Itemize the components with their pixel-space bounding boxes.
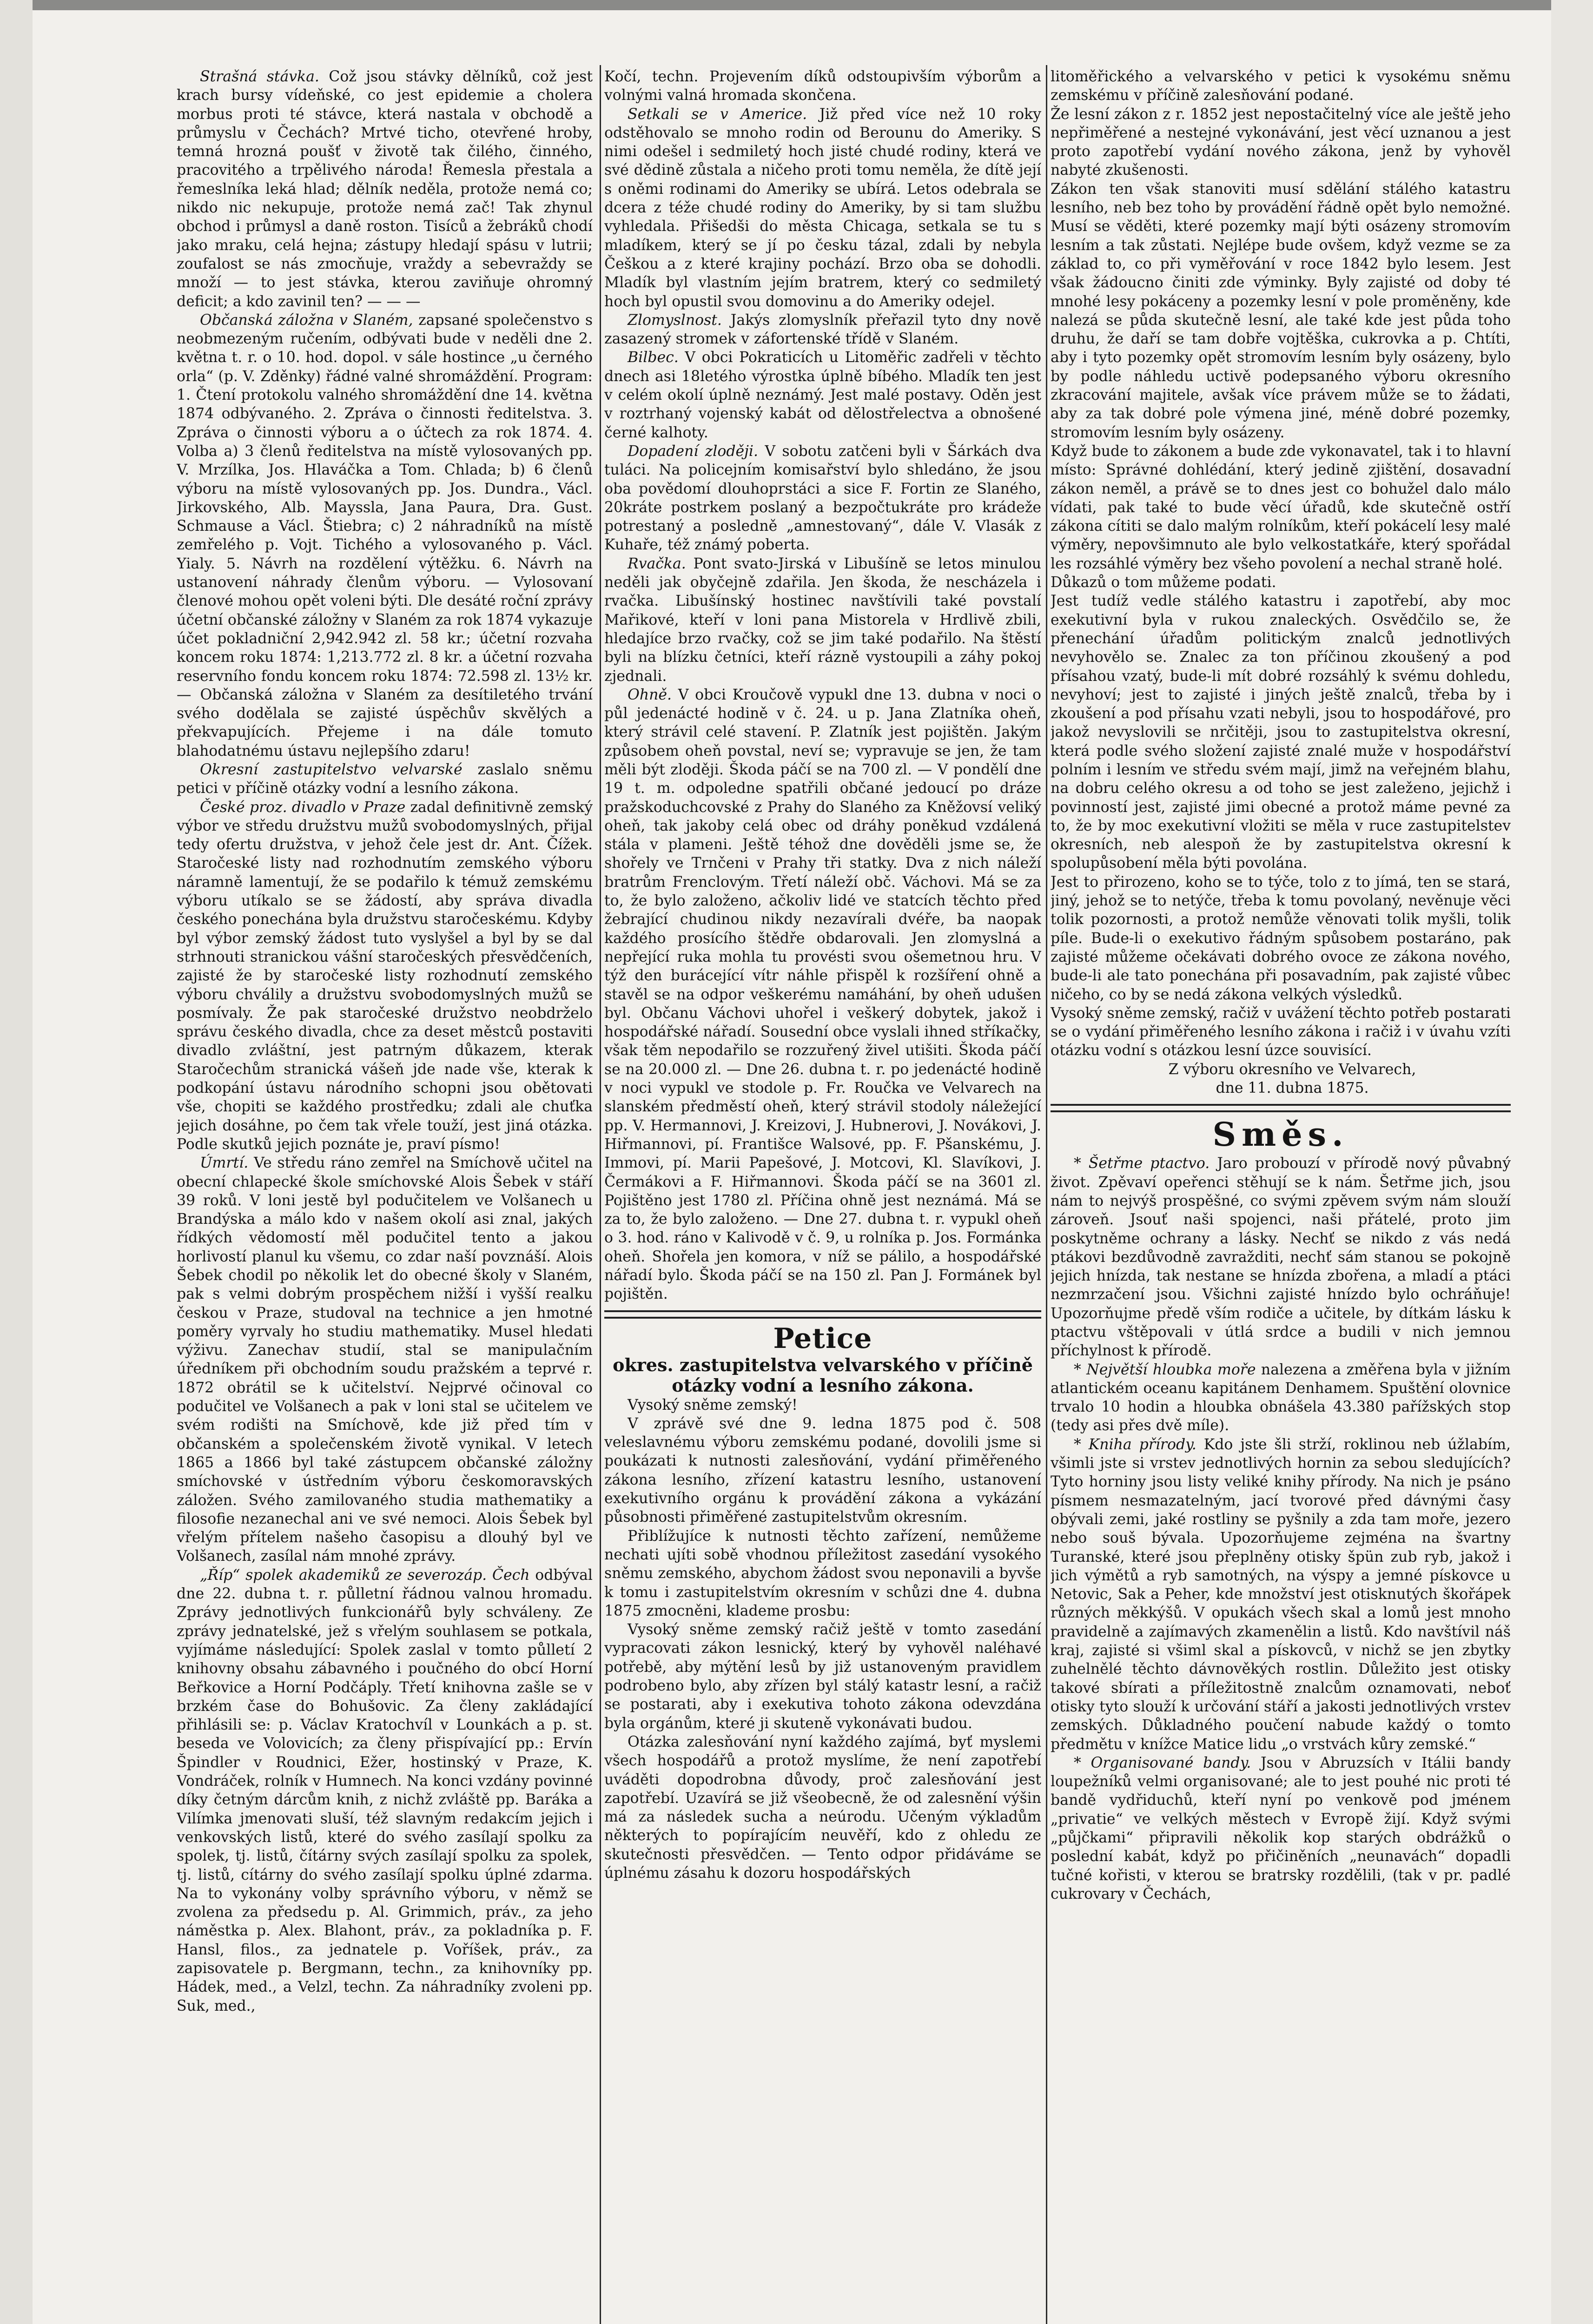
col2-article [604,105,1041,311]
article-heading: České proz. divadlo v Praze [200,799,406,816]
petice-paragraph: Vysoký sněme zemský! [628,1396,798,1413]
smes-article [1051,1360,1511,1435]
col2-article [604,686,1041,1304]
article-text: Jakýs zlomyslník přeřazil tyto dny nově zasazený stromek v záfortenské třídě v Slaném. [604,311,1041,348]
article-text: nalezena a změřena byla v jižním atlantickém oceanu kapitánem Denhamem. Spuštění olovnice trvalo 10 hodin a hloubka obnášela 43.380 pařížských stop (tedy asi přes dvě míle). [1051,1361,1511,1434]
article-heading: * Největší hloubka moře [1074,1361,1256,1378]
petice-paragraph: Přiblížujíce k nutnosti těchto zařízení, nemůžeme nechati ujíti sobě vhodnou příležitost zasedání vysokého sněmu zemského, abychom žádost svou neponavili a byvše k tomu i zastupitelstvím okresním v schůzi dne 4. dubna 1875 zmocněni, klademe prosbu: [604,1527,1041,1619]
article-heading: Okresní zastupitelstvo velvarské [200,761,463,778]
article-heading: Úmrtí. [200,1155,249,1172]
scan-top-edge [0,0,1593,10]
section-divider [604,1310,1041,1319]
article-text: Když bude to zákonem a bude zde vykonavatel, tak i to hlavní místo: Správné dohlédání, který jedině zjištění, dosavadní zákon neměl, a právě se to dnes jest co bohužel dalo málo vídati, pak také to bude věcí úřadů, kde skutečně ostří zákona cítiti se dalo malým rolníkům, kteří pokácelí lesy malé výměry, nepovšimnuto ale bylo velkostatkáře, který spořádal les rozsáhlé výměry bez všeho povolení a nechal straně holé. [1051,442,1511,572]
col1-article [177,760,593,798]
col1-article [177,798,593,1154]
col3-article [1051,442,1511,573]
article-text: Ve středu ráno zemřel na Smíchově učitel na obecní chlapecké škole smíchovské Alois Šebek v stáří 39 roků. V loni jestě byl podučitelem ve Volšanech u Brandýska a málo kdo v našem okolí asi znal, jakých řídkých vědomostí měl podučitel tento a jakou horlivostí planul ku všemu, co zdar naší povznáší. Alois Šebek chodil po několik let do obecné školy v Slaném, pak s velmi dobrým prospěchem nižší i vyšší realku českou v Praze, studoval na technice a jen hmotné poměry vyrvaly ho studiu mathematiky. Musel hledati výživu. Zanechav studií, stal se manipulačním úředníkem při obchodním soudu pražském a teprvé r. 1872 obrátil se k učitelství. Nejprvé očinoval co podučitel ve Volšanech a pak v loni stal se učitelem ve svém rodišti na Smíchově, kde již před tím v občanském a společenském životě vynikal. V letech 1865 a 1866 byl také zástupcem občanské záložny smíchovské v ústředním výboru českomoravských záložen. Svého zamilovaného studia mathematiky a filosofie nezanechal ani ve své nemoci. Alois Šebek byl vřelým přítelem našeho časopisu a dlouhý byl ve Volšanech, zasílal nám mnohé zprávy. [177,1155,593,1565]
article-text: Jest tudíž vedle stálého katastru i zapotřebí, aby moc exekutivní byla v rukou znaleckých. Osvědčilo se, že přenechání úřadům politickým znalců jednotlivých nevyhovělo se. Znalec za ton příčinou zkoušený a pod přísahou vzatý, bude-li mít dobré rozsáhlý k svému dohledu, nevyhoví; jest to zajisté i jiných ještě znalců, třeba by i zkoušení a pod přísahu vzati nebyli, jsou to hospodářové, pro jakož nevyslovili se nrčitěji, jsou to zastupitelstva okresní, která podle svého složení zajisté znalé muže v hospodářství polním i lesním ve středu svém mají, jimž na veřejném blahu, na dobru celého okresu a od toho se jest zaleženo, jejichž i povinností jest, zajisté jimi obecné a protož máme pevné za to, že by moc exekutivní vložiti se měla v ruce zastupitelstev okresních, neb alespoň že by zastupitelstva okresní k spolupůsobení měla býti povolána. [1051,593,1511,872]
col2-article [604,311,1041,349]
col1-article [177,1154,593,1566]
article-text: Jsou v Abruzsích v Itálii bandy loupežníků velmi organisované; ale to jest pouhé nic proti té bandě vydřiduchů, kteří nyní po venkově pod jménem „privatie“ ve velkých městech v Evropě žijí. Když svými „půjčkami“ připravili několik kop starých obdrážků o poslední kabát, když po přičiněních „neunavách“ dopadli tučné kořisti, v kterou se bratrsky rozdělili, (tak v pr. padlé cukrovary v Čechách, [1051,1754,1511,1902]
col1-article [177,1566,593,2015]
column-rule [600,65,601,2324]
col3-article [1051,67,1511,105]
smes-article [1051,1754,1511,1903]
petice-paragraph: Vysoký sněme zemský račiž ještě v tomto zasedání vypracovati zákon lesnický, který by vyhověl naléhavé potřebě, aby mýtění lesů by již ustanoveným pravidlem podrobeno bylo, aby zřízen byl stálý katastr lesní, a račiž se postarati, aby i exekutiva tohoto zákona odevzdána byla orgánům, které ji skuteně vykonávati budou. [604,1621,1041,1732]
column-3 [1051,67,1511,2324]
article-text: odbýval dne 22. dubna t. r. půlletní řádnou valnou hromadu. Zprávy jednotlivých funkcionářů byly schváleny. Ze zprávy jednatelské, jež s vřelým souhlasem se potkala, vyjímáme následující: Spolek zaslal v tomto půlletí 2 knihovny obsahu zábavného i poučného do obcí Horní Beřkovice a Horní Podčáply. Třetí knihovna zašle se v brzkém čase do Bohušovic. Za členy zakládající přihlásili se: p. Václav Kratochvíl v Lounkách a p. st. beseda ve Volovicích; za členy přispívající pp.: Ervín Špindler v Roudnici, Ežer, hostinský v Praze, K. Vondráček, rolník v Humnech. Na konci vzdány povinné díky četným dárcům knih, z nichž zvláště pp. Baráka a Vilímka jmenovati sluší, též slavným redakcím jejich i venkovských listů, které do svého zasílají spolku za spolek, tj. listů, čítárny svých zasílají spolku za spolek, tj. listů, cítárny do svého zasílají spolku úplné zdarma. Na to vykonány volby správního výboru, v němž se zvolena za předsedu p. Al. Grimmich, práv., za jeho náměstka p. Alex. Blahont, práv., za pokladníka p. F. Hansl, filos., za jednatele p. Voříšek, práv., za zapisovatele p. Bergmann, techn., za knihovníky pp. Hádek, med., a Velzl, techn. Za náhradníky zvoleni pp. Suk, med., [177,1566,593,2014]
article-text: zadal definitivně zemský výbor ve středu družstvu mužů svobodomyslných, přijal tedy ofertu družstva, v jehož čele jest dr. Ant. Čížek. Staročeské listy nad rozhodnutím zemského výboru náramně lamentují, že se podařilo k témuž zemskému výboru utíkalo se se žádostí, aby správa divadla českého ponechána byla družstvu staročeskému. Kdyby byl výbor zemský žádost tuto vyslyšel a byl by se dal strhnouti stranickou vášní staročeských přesvědčeních, zajisté že by staročeské listy rozhodnutí zemského výboru chválily a družstvu svobodomyslných mužů se posmívaly. Že pak staročeské družstvo neobdrželo správu českého divadla, chce za deset městců postaviti divadlo zvláštní, jest patrným důkazem, kterak Staročechům stranická vášeň jde nade vše, kterak k podkopání ústavu národního schopni jsou obětovati vše, chopiti se každého prostředku; zdali ale chuťka jejich dosáhne, po čem tak vřele touží, jest jiná otázka. Podle skutků jejich poznáte je, praví písmo! [177,799,593,1153]
smes-article [1051,1435,1511,1754]
article-heading: Dopadení zloději. [628,442,758,460]
article-text: V obci Kroučově vypukl dne 13. dubna v noci o půl jedenácté hodině v č. 24. u p. Jana Zlatníka oheň, který strávil celé stavení. P. Zlatník jest pojištěn. Jakým způsobem oheň povstal, neví se; vypravuje se jen, že tam měli být zloději. Škoda páčí se na 700 zl. — V pondělí dne 19 t. m. odpoledne spatřili občané jedoucí po dráze pražskoduchcovské z Prahy do Slaného za Kněžovsí veliký oheň, tak jakoby celá obec od dráhy poněkud vzdálená stála v plameni. Ještě téhož dne dověděli jsme se, že shořely ve Trnčeni v Prahy tři statky. Dva z nich náleží bratrům Frenclovým. Třetí náleží obč. Váchovi. Má se za to, že bylo založeno, ačkoliv lidé ve statcích těchto před žebrající chudinou nikdy nezavírali dvéře, ba naopak každého prosícího štědře obdarovali. Jen zlomyslná a nepřející ruka mohla tu provésti svou ošemetnou hru. V týž den burácející vítr náhle přispěl k rozšíření ohně a stavěl se na odpor veškerému namáhání, by oheň udušen byl. Občanu Váchovi uhořel i veškerý dobytek, jakož i hospodářské nářadí. Sousední obce vyslali ihned stříkačky, však těm nepodařilo se rozzuřený živel utišiti. Škoda páčí se na 20.000 zl. — Dne 26. dubna t. r. po jedenácté hodině v noci vypukl ve stodole p. Fr. Roučka ve Velvarech na slanském předměstí oheň, který strávil stodoly náležející pp. V. Hermannovi, J. Kreizovi, J. Hubnerovi, J. Novákovi, J. Hiřmannovi, pí. Františce Walsové, pp. F. Pšanskému, J. Immovi, pí. Marii Papešové, J. Motcovi, Kl. Slavíkovi, J. Čermákovi a F. Hiřmannovi. Škoda páčí se na 3601 zl. Pojištěno jest 1780 zl. Příčina ohně jest neznámá. Má se za to, že bylo založeno. — Dne 27. dubna t. r. vypukl oheň o 3. hod. ráno v Kalivodě v č. 9, u rolníka p. Jos. Formánka oheň. Shořela jen komora, v níž se pálilo, a hospodářské nářadí bylo. Škoda páčí se na 150 zl. Pan J. Formánek byl pojištěn. [604,686,1041,1303]
signature-line-2: dne 11. dubna 1875. [1216,1080,1369,1097]
col1-article [177,311,593,760]
article-heading: Občanská záložna v Slaném, [200,311,413,329]
article-text: Důkazů o tom můžeme podati. [1051,574,1276,591]
col2-article [604,555,1041,686]
article-text: Kočí, techn. Projevením díků odstoupivším výborům a volnými valná hromada skončena. [604,68,1041,104]
article-text: Jaro probouzí v přírodě nový půvabný život. Zpěvaví opeřenci stěhují se k nám. Šetřme jich, jsou nám to nejvýš prospěšné, co svými zpěvem svým nám slouží zároveň. Jsouť naši spojenci, naši přátelé, proto jim poskytněme ochrany a lásky. Nechť se nikdo z vás nedá ptákovi bezdůvodně zavražditi, nechť sám stanou se pokojně jejich hnízda, tak nestane se hnízda zbořena, a mladí a ptáci nezmrzačení jsou. Všichni zajisté hnízdo bylo ochráňuje! Upozorňujme předě vším rodiče a učitele, by dítkám lásku k ptactvu vštěpovali v útlá srdce a budili v nich jemnou příchylnost k přírodě. [1051,1155,1511,1360]
article-text: Což jsou stávky dělníků, což jest krach bursy vídeňské, co jest epidemie a cholera morbus proti té stávce, která nastala v obchodě a průmyslu v Čechách? Mrtvé ticho, otevřené hroby, temná hrozná poušť v životě tak čilého, činného, pracovitého a trpělivého národa! Řemesla přestala a řemeslníka leká hlad; dělník neděla, protože nemá co; nikdo nic nekupuje, protože nemá zač! Tak zhynul obchod i průmysl a daně roston. Tisíců a žebráků chodí jako mraku, celá hejna; zástupy hledají spásu v lutrii; zoufalost se nás zmocňuje, vraždy a sebevraždy se množí — to jest stávka, kterou zaviňuje ohromný deficit; a kdo zavinil ten? — — — [177,68,593,310]
article-text: litoměřického a velvarského v petici k vysokému sněmu zemskému v příčině zalesňování podané. [1051,68,1511,104]
article-heading: Bilbec. [628,349,679,366]
scan-right-margin [1551,0,1593,2324]
article-text: Jest to přirozeno, koho se to týče, tolo z to jímá, ten se stará, jiný, jehož se to netýče, třeba k tomu povolaný, nevěnuje věci tolik pozornosti, a protož nemůže věnovati tolik myšli, tolik píle. Bude-li o exekutivo řádným spůsobem postaráno, pak zajisté můžeme očekávati dobrého ovoce ze zákona nového, bude-li ale tato ponechána při posavadním, pak zajisté vůbec ničeho, co by se nedá zákona velkých výsledků. [1051,873,1511,1003]
column-rule [1046,65,1047,2324]
column-1 [177,67,593,2324]
article-text: Kdo jste šli strží, roklinou neb úžlabím, všimli jste si vrstev jednotlivých hornin za sebou sledujících? Tyto horniny jsou listy veliké knihy přírody. Na nich je psáno písmem nesmazatelným, jací tvorové před dávnými časy obývali zemi, jaké rostliny se pyšnily a zda tam moře, jezero nebo souš bývala. Upozorňujeme zejména na švartny Turanské, které jsou přeplněny otisky špün zub ryb, jakož i jich výmětů a ryb samotných, na výspy a jemné pískovce u Netovic, Sak a Peher, kde množství jest otisknutých škořápek různých měkkýšů. V opukách všech skal a lomů jest mnoho pravidelně a zajímavých zkamenělin a listů. Kdo navštívil náš kraj, zajisté si všiml skal a pískovců, v nichž se jen zbytky zuhelnělé těchto dávnověkých rostlin. Důležito jest otisky takové sbírati a příležitostně znalcům oznamovati, neboť otisky tyto slouží k určování stáří a jakosti jednotlivých vrstev zemských. Důkladného poučení nabude každý o tomto předmětu v knížce Matice lidu „o vrstvách kůry zemské.“ [1051,1436,1511,1753]
col3-article [1051,180,1511,442]
petice-paragraph: Otázka zalesňování nyní každého zajímá, byť myslemi všech hospodářů a protož myslíme, že není zapotřebí uváděti dopodrobna důvody, proč zalesňování jest zapotřebí. Uzavírá se již všeobecně, že od zalesnění výšin má za následek sucha a neúrodu. Učeným výkladům některých to popírajícím neuvěří, kdo z ohledu ze skutečnosti přesvědčen. — Tento odpor přidáváme se úplnému zásahu k dozoru hospodářských [604,1733,1041,1882]
col1-article [177,67,593,311]
col2-article [604,67,1041,105]
petice-subtitle: okres. zastupitelstva velvarského v příčině otázky vodní a lesního zákona. [613,1354,1033,1396]
col3-article [1051,873,1511,1004]
smes-article [1051,1154,1511,1360]
signature-line-1: Z výboru okresního ve Velvarech, [1168,1061,1416,1078]
col2-article [604,348,1041,442]
article-text: Že lesní zákon z r. 1852 jest nepostačitelný více ale ještě jeho nepřiměřené a nestejné vykonávání, jest věcí uznanou a jest proto zapotřebí vydání nového zákona, jenž by vyhověl nabyté zkušenosti. [1051,106,1511,179]
section-divider [1051,1104,1511,1112]
article-heading: Zlomyslnost. [628,311,722,329]
article-text: Již před více než 10 roky odstěhovalo se mnoho rodin od Berounu do Ameriky. S nimi odešel i sedmiletý hoch jisté chudé rodiny, která ve své dědině zůstala a ničeho proti tomu neměla, že dítě její s oněmi rodinami do Ameriky se ubírá. Letos odebrala se dcera z téže chudé rodiny do Ameriky, by si tam službu vyhledala. Přišedši do města Chicaga, setkala se tu s mladíkem, který se jí po česku tázal, zdali by nebyla Češkou a z které krajiny pochází. Brzo oba se dohodli. Mladík byl vlastním jejím bratrem, který co sedmiletý hoch byl opustil svou domovinu a do Ameriky odejel. [604,106,1041,310]
petice-paragraph: V zprávě své dne 9. ledna 1875 pod č. 508 veleslavnému výboru zemskému podané, dovolili jsme si poukázati k nutnosti zalesňování, vydání přiměřeného zákona lesního, zřízení katastru lesního, ustanovení exekutivního orgánu k provádění zákona a vykázání působnosti přiměřené zastupitelstvům okresním. [604,1415,1041,1526]
col3-article [1051,105,1511,180]
col3-article [1051,592,1511,872]
col2-article [604,442,1041,555]
col3-article [1051,1004,1511,1060]
col3-article [1051,573,1511,592]
column-2 [604,67,1041,2324]
smes-title: Směs. [1212,1115,1349,1154]
petice-title: Petice [773,1322,873,1355]
article-text: zapsané společenstvo s neobmezeným ručením, odbývati bude v neděli dne 2. května t. r. o 10. hod. dopol. v sále hostince „u černého orla“ (p. V. Zděnky) řádné valné shromáždění. Program: 1. Čtení protokolu valného shromáždění dne 14. května 1874 odbývaného. 2. Zpráva o činnosti ředitelstva. 3. Zpráva o činnosti výboru a o účtech za rok 1874. 4. Volba a) 3 členů ředitelstva na místě vylosovaných pp. V. Mrzílka, Jos. Hlaváčka a Tom. Chlada; b) 6 členů výboru na místě vylosovaných pp. Jos. Dundra., Václ. Jirkovského, Alb. Mayssla, Jana Paura, Dra. Gust. Schmause a Václ. Štiebra; c) 2 náhradníků na místě zemřelého p. Vojt. Tichého a vylosovaného p. Václ. Yialy. 5. Návrh na rozdělení výtěžku. 6. Návrh na ustanovení náhrady členům výboru. — Vylosovaní členové mohou opět voleni býti. Dle desáté roční zprávy účetní občanské záložny v Slaném za rok 1874 vykazuje účet pokladniční 2,942.942 zl. 58 kr.; účetní rozvaha koncem roku 1874: 1,213.772 zl. 8 kr. a účetní rozvaha reservního fondu koncem roku 1874: 72.598 zl. 13½ kr. — Občanská záložna v Slaném za desítiletého trvání svého dodělala se zajisté úspěchův skvělých a překvapujících. Přejeme i na dále tomuto blahodatnému ústavu nejlepšího zdaru! [177,311,593,759]
article-text: V sobotu zatčeni byli v Šárkách dva tuláci. Na policejním komisařství bylo shledáno, že jsou oba povědomí dlouhoprstáci a sice F. Fortin ze Slaného, 20kráte postrkem poslaný a bezpočtukráte pro krádeže potrestaný a posledně „amnestovaný“, dále V. Vlasák z Kuhaře, též známý poberta. [604,442,1041,554]
article-text: V obci Pokraticích u Litoměřic zadřeli v těchto dnech asi 18letého výrostka úplně bíbého. Mladík ten jest v celém okolí úplně neznámý. Jest malé postavy. Oděn jest v roztrhaný vojenský kabát od dělostřelectva a obnošené černé kalhoty. [604,349,1041,441]
scan-left-margin [0,0,33,2324]
article-heading: * Organisované bandy. [1074,1754,1251,1771]
article-heading: „Říp“ spolek akademiků ze severozáp. Čech [200,1566,530,1584]
article-heading: Strašná stávka. [200,68,319,85]
article-text: Pont svato-Jirská v Libušíně se letos minulou neděli jak obyčejně zdařila. Jen škoda, že nescházela i rvačka. Libušínský hostinec navštívili také povstalí Mařikové, kteří v loni pana Mistorela v Hrdlivě zbili, hledajíce brzo rvačky, což se jim také podařilo. Na štěstí byli na blízku četníci, kteří rázně vystoupili a záhy pokoj zjednali. [604,555,1041,685]
article-text: Zákon ten však stanoviti musí sdělání stálého katastru lesního, neb bez toho by provádění řádně opět bylo nemožné. Musí se věděti, které pozemky mají býti osázeny stromovím lesním a tak zůstati. Nejlépe bude ovšem, když vezme se za základ to, co při vyměřování v roce 1842 bylo lesem. Jest však žádoucno činiti zde výminky. Byly zajisté od doby té mnohé lesy pokáceny a pozemky lesní v pole proměněny, kde nalezá se půda skutečně lesní, ale také kde jest půda toho druhu, že daří se tam dobře vojtěška, cukrovka a p. Chtíti, aby i tyto pozemky opět stromovím lesním byly osázeny, bylo by podle náhledu uctivě podepsaného výboru okresního zkracování majitele, avšak více právem může se to žádati, aby za tak dobré pole výmena jiné, méně dobré pozemky, stromovím lesním byly osázeny. [1051,180,1511,441]
article-heading: Setkali se v Americe. [628,106,807,123]
article-text: zaslalo sněmu petici v příčině otázky vodní a lesního zákona. [177,761,593,797]
article-heading: Ohně. [628,686,672,703]
article-heading: * Kniha přírody. [1074,1436,1196,1453]
article-heading: * Šetřme ptactvo. [1074,1155,1210,1172]
article-heading: Rvačka. [628,555,686,572]
article-text: Vysoký sněme zemský, račiž v uvážení těchto potřeb postarati se o vydání přiměřeného lesního zákona i račiž i v úvahu vzíti otázku vodní s otázkou lesní úzce souvisící. [1051,1004,1511,1059]
